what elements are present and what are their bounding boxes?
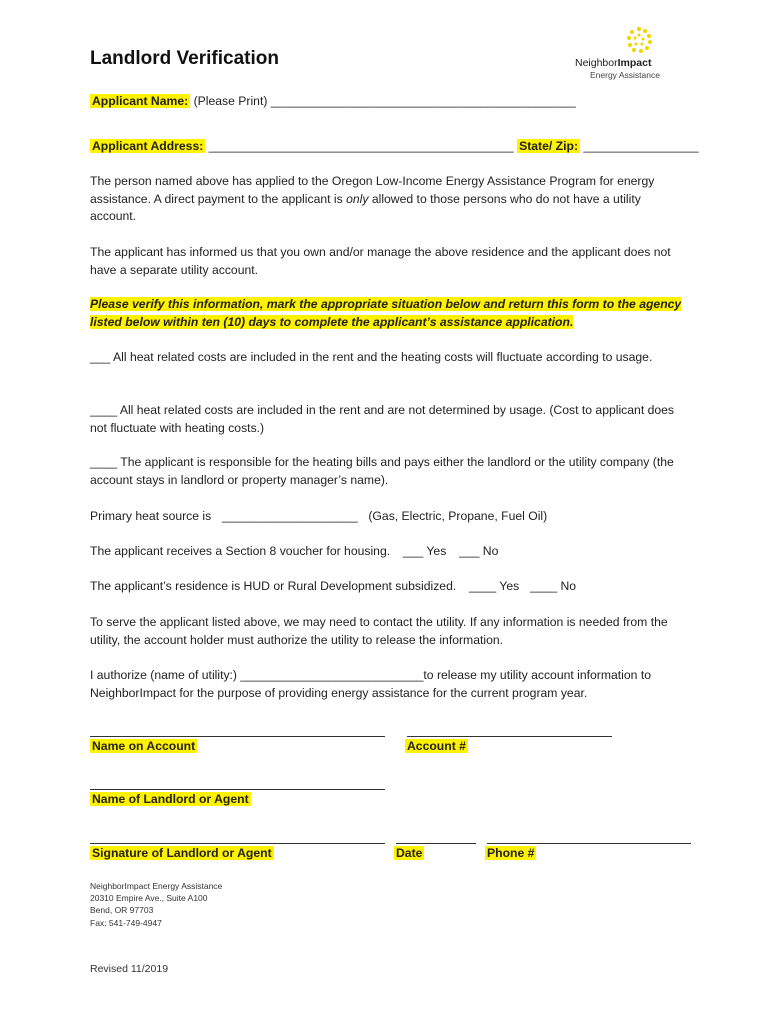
logo-subtitle: Energy Assistance — [590, 70, 660, 80]
landlord-name-line[interactable] — [90, 789, 385, 790]
hud-row — [90, 578, 576, 595]
option-fixed-costs[interactable]: ____ All heat related costs are included in the rent and are not determined by usage. (Cost to applicant does not fluctuate with heating costs.) — [90, 403, 675, 435]
phone-line[interactable] — [487, 843, 691, 844]
name-on-account-line[interactable] — [90, 736, 385, 737]
date-line[interactable] — [396, 843, 476, 844]
applicant-informed-text: The applicant has informed us that you own and/or manage the above residence and the applicant does not have a separate utility account. — [90, 245, 671, 277]
agency-street: 20310 Empire Ave., Suite A100 — [90, 893, 208, 904]
agency-address — [90, 880, 222, 929]
option-fluctuating-costs[interactable]: ___ All heat related costs are included in the rent and the heating costs will fluctuate according to usage. — [90, 350, 653, 364]
section8-text: The applicant receives a Section 8 voucher for housing. — [90, 544, 391, 558]
phone-label: Phone # — [487, 846, 535, 860]
hud-no[interactable]: ____ No — [529, 579, 577, 593]
account-number-line[interactable] — [407, 736, 612, 737]
heat-source-label: Primary heat source is — [90, 509, 212, 523]
applicant-name-row — [90, 93, 576, 110]
program-description: The person named above has applied to the Oregon Low-Income Energy Assistance Program for energy assistance. A direct payment to the applicant is only allowed to those persons who do not have a utility account. — [90, 174, 655, 223]
state-zip-field[interactable]: _________________ — [583, 139, 699, 153]
heat-source-field[interactable]: ____________________ — [222, 509, 358, 523]
landlord-name-label: Name of Landlord or Agent — [92, 792, 249, 806]
instruction-text: Please verify this information, mark the appropriate situation below and return this form to the agency listed below within ten (10) days to complete the applicant’s assistance application. — [90, 297, 682, 329]
applicant-name-field[interactable]: _____________________________________________ — [270, 94, 576, 108]
hud-text: The applicant’s residence is HUD or Rural Development subsidized. — [90, 579, 457, 593]
applicant-name-hint: (Please Print) — [193, 94, 268, 108]
account-number-label: Account # — [407, 739, 466, 753]
revision-date: Revised 11/2019 — [90, 963, 169, 975]
applicant-address-field[interactable]: _____________________________________________ — [208, 139, 514, 153]
section8-yes[interactable]: ___ Yes — [402, 544, 447, 558]
section8-row — [90, 543, 498, 560]
option-applicant-pays[interactable]: ____ The applicant is responsible for the heating bills and pays either the landlord or the utility company (the account stays in landlord or property manager’s name). — [90, 455, 674, 487]
applicant-name-label: Applicant Name: — [92, 94, 189, 108]
applicant-address-row — [90, 138, 699, 155]
utility-authorization-text: I authorize (name of utility:) ___________________________to release my utility account information to NeighborImpact for the purpose of providing energy assistance for the current program year. — [90, 668, 651, 700]
page-title: Landlord Verification — [90, 48, 279, 69]
utility-name-field[interactable]: ___________________________ — [240, 668, 424, 682]
agency-fax: Fax: 541-749-4947 — [90, 917, 162, 928]
date-label: Date — [396, 846, 423, 860]
utility-contact-text: To serve the applicant listed above, we may need to contact the utility. If any information is needed from the utility, the account holder must authorize the utility to release the information. — [90, 615, 668, 647]
heat-source-choices: (Gas, Electric, Propane, Fuel Oil) — [368, 509, 548, 523]
heat-source-row — [90, 508, 547, 525]
neighborimpact-logo — [572, 26, 662, 84]
landlord-signature-label: Signature of Landlord or Agent — [92, 846, 272, 860]
sunburst-icon — [622, 26, 656, 56]
agency-city: Bend, OR 97703 — [90, 905, 154, 916]
hud-yes[interactable]: ____ Yes — [469, 579, 520, 593]
landlord-signature-line[interactable] — [90, 843, 385, 844]
state-zip-label: State/ Zip: — [519, 139, 579, 153]
section8-no[interactable]: ___ No — [459, 544, 499, 558]
applicant-address-label: Applicant Address: — [92, 139, 204, 153]
agency-name: NeighborImpact Energy Assistance — [90, 881, 223, 891]
logo-wordmark: NeighborImpact — [575, 57, 652, 69]
name-on-account-label: Name on Account — [92, 739, 196, 753]
